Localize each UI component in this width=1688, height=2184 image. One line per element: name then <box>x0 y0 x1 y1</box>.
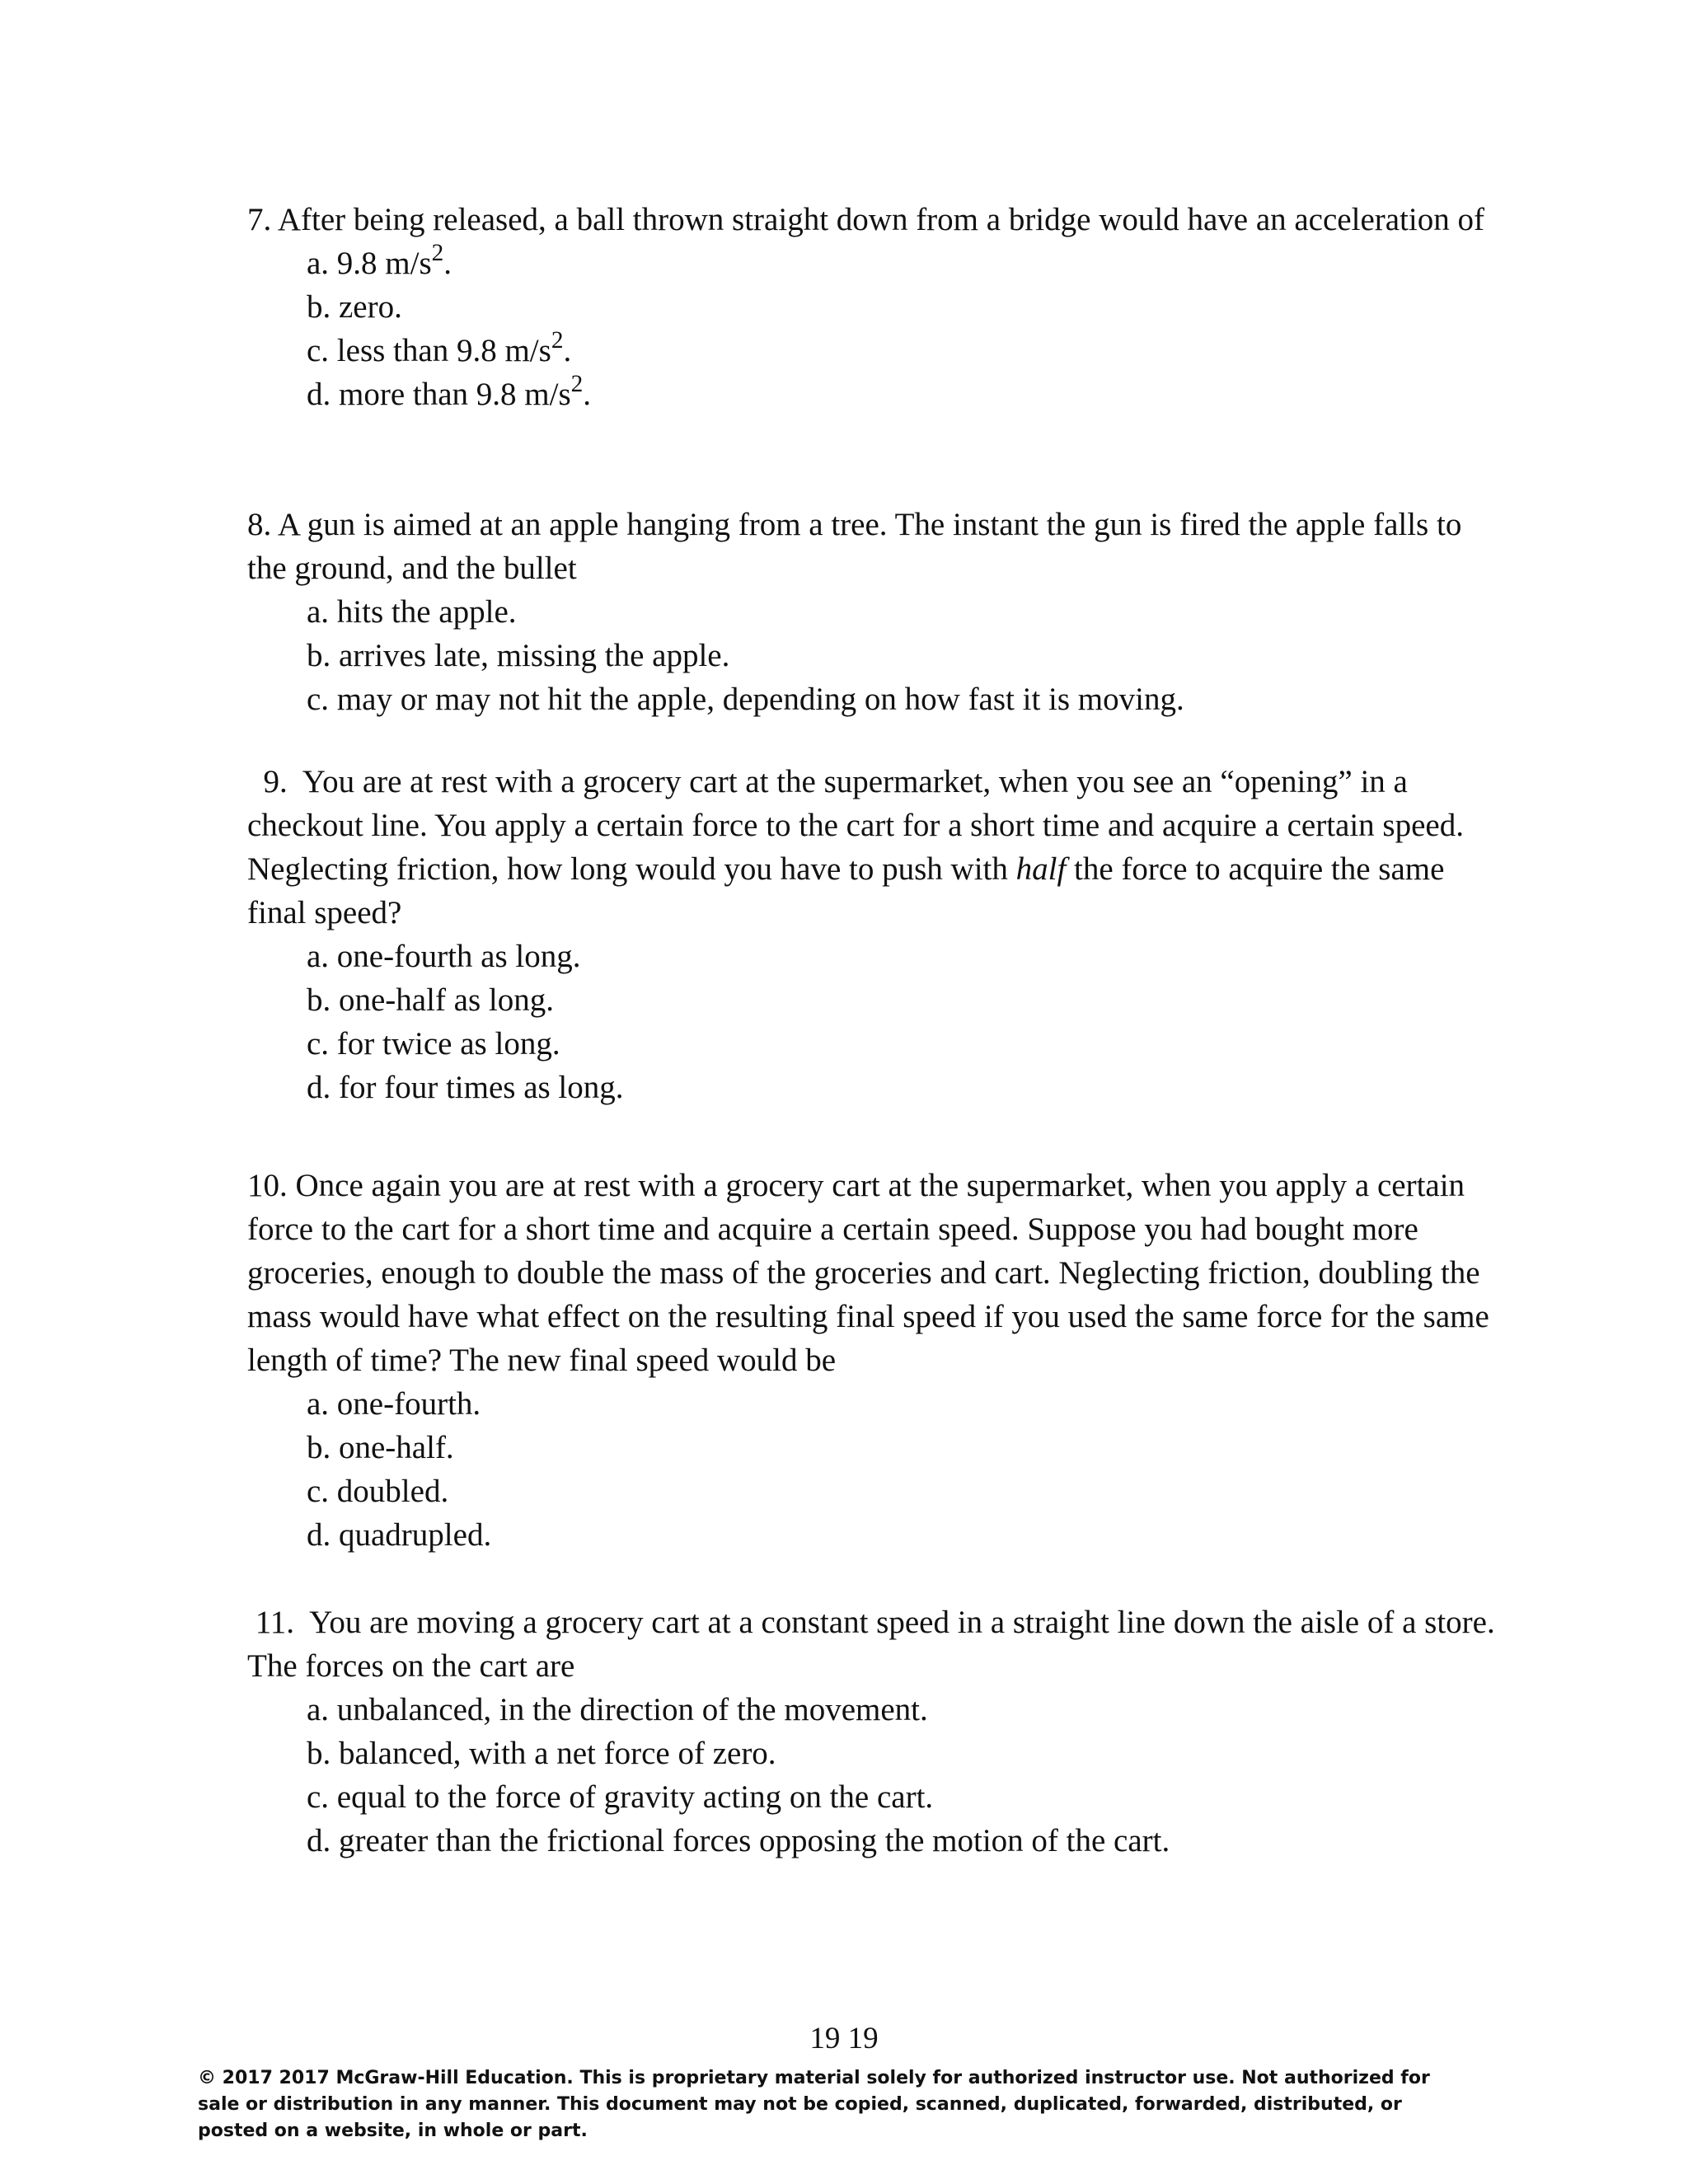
answer-option-c: c. for twice as long. <box>307 1026 560 1062</box>
answer-options <box>247 1688 1500 1863</box>
answer-options <box>247 590 1500 721</box>
question-stem: 11. You are moving a grocery cart at a constant speed in a straight line down the aisle of a store. The forces on the cart are <box>247 1605 1503 1684</box>
answer-option-c: c. equal to the force of gravity acting on the cart. <box>307 1779 934 1815</box>
question-stem: 7. After being released, a ball thrown straight down from a bridge would have an acceleration of <box>247 202 1484 237</box>
question-stem: 9. You are at rest with a grocery cart at the supermarket, when you see an “opening” in a checkout line. You apply a certain force to the cart for a short time and acquire a certain speed. Neglecting friction, how long would you have to push with half the force to acquire the same final speed? <box>247 764 1472 930</box>
answer-option-b: b. balanced, with a net force of zero. <box>307 1736 776 1771</box>
answer-option-b: b. arrives late, missing the apple. <box>307 638 730 673</box>
answer-option-c: c. may or may not hit the apple, depending on how fast it is moving. <box>307 682 1184 717</box>
answer-option-c: c. doubled. <box>307 1474 449 1509</box>
answer-option-a: a. one-fourth as long. <box>307 939 581 974</box>
emphasis-half: half <box>1015 851 1067 887</box>
answer-options <box>247 935 1500 1109</box>
copyright-footer: © 2017 2017 McGraw-Hill Education. This is proprietary material solely for authorized instructor use. Not authorized for sale or distribution in any manner. This document may not be copied, scanned, duplicated, forwarded, distributed, or posted on a website, in whole or part. <box>198 2068 1430 2141</box>
answer-options <box>247 241 1500 416</box>
answer-option-d: d. for four times as long. <box>307 1070 624 1105</box>
answer-option-b: b. one-half as long. <box>307 982 555 1018</box>
answer-option-a: a. hits the apple. <box>307 594 517 630</box>
answer-option-a: a. one-fourth. <box>307 1386 481 1422</box>
question-10 <box>247 1164 1500 1557</box>
answer-option-d: d. quadrupled. <box>307 1517 492 1553</box>
answer-options <box>247 1382 1500 1557</box>
question-stem: 10. Once again you are at rest with a grocery cart at the supermarket, when you apply a certain force to the cart for a short time and acquire a certain speed. Suppose you had bought more groceries, enough to double the mass of the groceries and cart. Neglecting friction, doubling the mass would have what effect on the resulting final speed if you used the same force for the same length of time? The new final speed would be <box>247 1168 1489 1378</box>
question-9 <box>247 760 1500 1109</box>
answer-option-c: c. less than 9.8 $m/s^2$. <box>307 326 572 368</box>
question-11 <box>247 1601 1503 1863</box>
answer-option-b: b. one-half. <box>307 1430 454 1465</box>
question-stem: 8. A gun is aimed at an apple hanging from a tree. The instant the gun is fired the apple falls to the ground, and the bullet <box>247 507 1462 586</box>
answer-option-a: a. unbalanced, in the direction of the movement. <box>307 1692 928 1727</box>
answer-option-a: a. 9.8 $m/s^2$. <box>307 239 452 281</box>
question-8 <box>247 503 1500 721</box>
page-number: 19 19 <box>809 2022 879 2055</box>
answer-option-d: d. more than 9.8 $m/s^2$. <box>307 370 592 412</box>
answer-option-b: b. zero. <box>307 289 402 325</box>
question-7 <box>247 198 1500 416</box>
answer-option-d: d. greater than the frictional forces opposing the motion of the cart. <box>307 1823 1170 1858</box>
